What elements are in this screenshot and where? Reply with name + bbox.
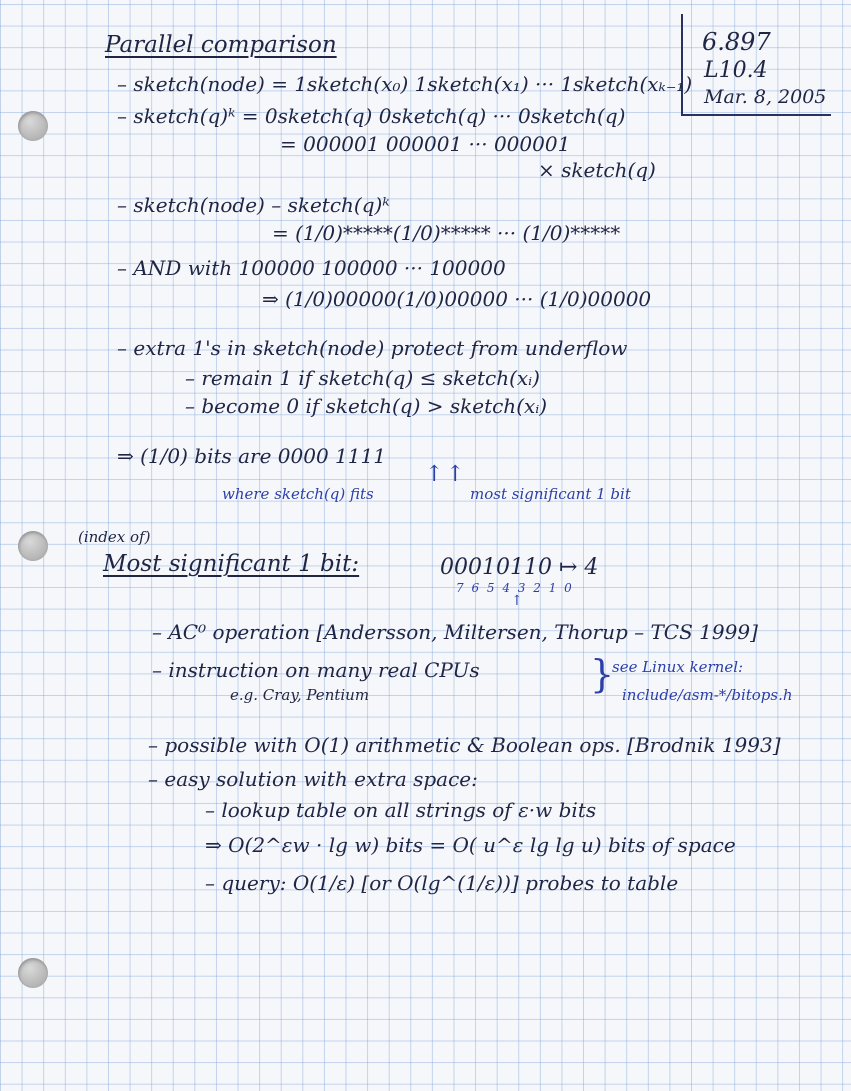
difference-line: – sketch(node) – sketch(q)ᵏ (117, 193, 390, 217)
bits-are-line: ⇒ (1/0) bits are 0000 1111 (117, 444, 386, 468)
easy-solution-line: – easy solution with extra space: (148, 767, 478, 791)
arithmetic-ops-line: – possible with O(1) arithmetic & Boolean ops. [Brodnik 1993] (148, 733, 781, 757)
times-sketch-q: × sketch(q) (538, 158, 656, 182)
and-with-line: – AND with 100000 100000 ··· 100000 (117, 256, 506, 280)
cpu-examples-line: e.g. Cray, Pentium (230, 686, 370, 704)
bitops-path-note: include/asm-*/bitops.h (622, 686, 793, 704)
become-zero-line: – become 0 if sketch(q) > sketch(xᵢ) (185, 394, 548, 418)
punch-hole (18, 111, 48, 141)
punch-hole (18, 958, 48, 988)
msb-section-title: Most significant 1 bit: (103, 551, 360, 577)
index-of-label: (index of) (78, 528, 151, 546)
curly-brace-icon: } (590, 652, 615, 696)
msb-example-value: 00010110 ↦ 4 (440, 555, 599, 580)
lecture-date: Mar. 8, 2005 (704, 86, 827, 108)
cpu-instruction-line: – instruction on many real CPUs (152, 658, 480, 682)
sketch-q-k-line: – sketch(q)ᵏ = 0sketch(q) 0sketch(q) ··· 0sketch(q) (117, 104, 626, 128)
difference-result-line: = (1/0)*****(1/0)***** ··· (1/0)***** (272, 221, 621, 245)
remain-one-line: – remain 1 if sketch(q) ≤ sketch(xᵢ) (185, 366, 540, 390)
sketch-node-line: – sketch(node) = 1sketch(x₀) 1sketch(x₁) ··· 1sketch(xₖ₋₁) (117, 72, 693, 96)
and-result-line: ⇒ (1/0)00000(1/0)00000 ··· (1/0)00000 (262, 287, 652, 311)
sketch-fits-note: where sketch(q) fits (222, 485, 374, 503)
linux-kernel-note: see Linux kernel: (612, 658, 744, 676)
lecture-number: L10.4 (704, 58, 768, 83)
up-arrow-icon: ↑ (446, 462, 465, 487)
extra-ones-line: – extra 1's in sketch(node) protect from underflow (117, 336, 628, 360)
course-number: 6.897 (702, 28, 771, 56)
page-title: Parallel comparison (105, 32, 337, 58)
ones-pattern-line: = 000001 000001 ··· 000001 (280, 132, 571, 156)
msb-note: most significant 1 bit (470, 485, 631, 503)
query-bound-line: – query: O(1/ε) [or O(lg^(1/ε))] probes to table (205, 871, 679, 895)
header-box-bottom-line (681, 114, 831, 116)
punch-hole (18, 531, 48, 561)
up-arrow-icon: ↑ (425, 462, 444, 487)
space-bound-line: ⇒ O(2^εw · lg w) bits = O( u^ε lg lg u) bits of space (205, 833, 736, 857)
bit-pointer-arrow-icon: ↑ (511, 593, 523, 609)
lookup-table-line: – lookup table on all strings of ε·w bits (205, 798, 597, 822)
header-box-left-line (681, 14, 683, 116)
bit-index-row: 7 6 5 4 3 2 1 0 (456, 581, 574, 595)
ac0-line: – AC⁰ operation [Andersson, Miltersen, Thorup – TCS 1999] (152, 620, 758, 644)
